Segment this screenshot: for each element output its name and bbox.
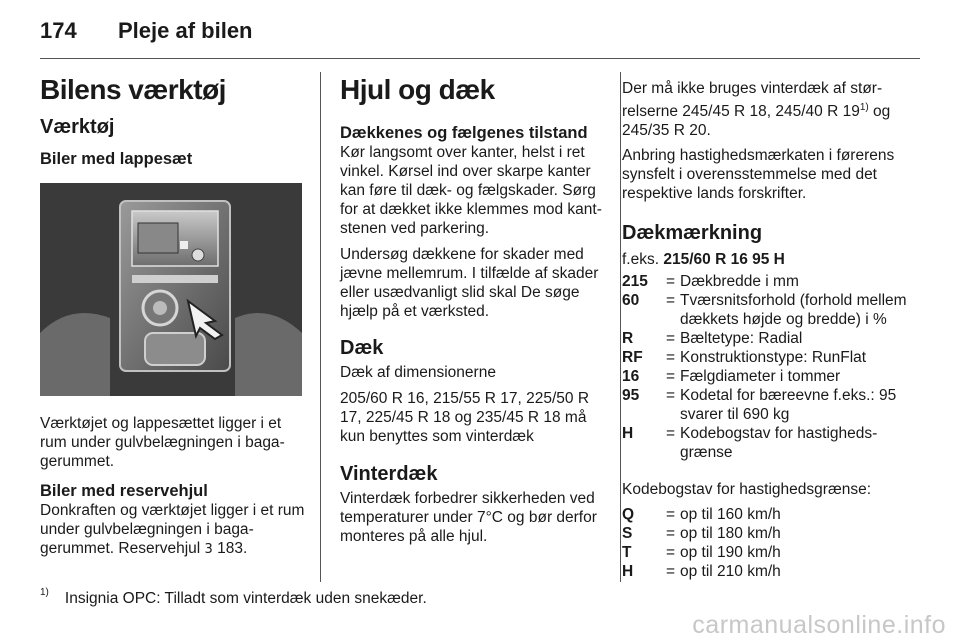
definition-equals: =: [666, 387, 676, 405]
tyres-paragraph-1: Dæk af dimensionerne: [340, 364, 496, 381]
spare-wheel-page-ref: 183.: [212, 540, 248, 557]
speed-sticker-paragraph: Anbring hastighedsmærkaten i førerens synsfelt i overensstemmelse med det respektive lands forskrifter.: [622, 147, 895, 203]
column-3: [622, 79, 914, 581]
speed-row: [622, 505, 914, 524]
column-2: [340, 74, 608, 546]
page-reference-arrow-icon: 3: [204, 542, 213, 557]
definition-value: Dækbredde i mm: [680, 273, 799, 291]
definition-row: [622, 272, 914, 291]
definition-row: [622, 367, 914, 386]
heading-winter-tyres: Vinterdæk: [340, 463, 438, 485]
definition-value: Kodebogstav for hastighedsgrænse: [680, 425, 878, 462]
page-header-title: Pleje af bilen: [118, 18, 253, 43]
speed-key: T: [622, 544, 632, 562]
example-value: 215/60 R 16 95 H: [663, 251, 785, 269]
footnote-marker: 1): [40, 587, 49, 598]
speed-value: op til 190 km/h: [680, 544, 781, 562]
speed-key: H: [622, 563, 634, 581]
footnote-ref: 1): [859, 102, 869, 113]
speed-value: op til 160 km/h: [680, 506, 781, 524]
definition-key: H: [622, 425, 634, 443]
tyre-condition-paragraph-2: Undersøg dækkene for skader med jævne mellemrum. I tilfælde af skader eller usædvanligt slid skal De søge hjælp på et værksted.: [340, 246, 599, 320]
section-heading-wheels-tyres: Hjul og dæk: [340, 74, 495, 105]
spare-wheel-text: Donkraften og værktøjet ligger i et rum under gulvbelægningen i bagagerummet. Reservehjul: [40, 502, 305, 557]
winter-sizes-paragraph: [622, 79, 914, 140]
speed-row: [622, 543, 914, 562]
definition-equals: =: [666, 273, 676, 291]
footnote-text: Insignia OPC: Tilladt som vinterdæk uden snekæder.: [64, 590, 427, 607]
definition-key: 95: [622, 387, 640, 405]
column-divider-1: [320, 72, 321, 582]
speed-equals: =: [666, 506, 676, 524]
definition-row: [622, 348, 914, 367]
header-rule: [40, 58, 920, 59]
definition-value: Fælgdiameter i tommer: [680, 368, 841, 386]
definition-equals: =: [666, 368, 676, 386]
column-1: [40, 74, 308, 559]
page-number: 174: [40, 18, 77, 43]
tyres-paragraph-2: 205/60 R 16, 215/55 R 17, 225/50 R 17, 225/45 R 18 og 235/45 R 18 må kun benyttes som vinterdæk: [340, 390, 590, 445]
definition-key: RF: [622, 349, 643, 367]
tyre-marking-definitions: [622, 272, 914, 462]
speed-value: op til 180 km/h: [680, 525, 781, 543]
column-divider-2: [620, 72, 621, 582]
heading-tyres: Dæk: [340, 337, 384, 359]
definition-value: Tværsnitsforhold (forhold mellem dækkets højde og bredde) i %: [680, 292, 907, 329]
speed-code-list: [622, 505, 914, 581]
trunk-toolkit-illustration: [40, 183, 302, 396]
winter-tyres-paragraph: Vinterdæk forbedrer sikkerheden ved temperaturer under 7°C og bør derfor monteres på alle hjul.: [340, 490, 597, 545]
heading-spare-wheel: Biler med reservehjul: [40, 482, 208, 500]
definition-value: Kodetal for bæreevne f.eks.: 95 svarer til 690 kg: [680, 387, 897, 424]
speed-key: S: [622, 525, 633, 543]
subheading-tools: Værktøj: [40, 116, 115, 138]
speed-equals: =: [666, 544, 676, 562]
definition-equals: =: [666, 425, 676, 443]
definition-equals: =: [666, 349, 676, 367]
definition-key: 215: [622, 273, 648, 291]
watermark: carmanualsonline.info: [692, 611, 946, 639]
speed-row: [622, 524, 914, 543]
speed-row: [622, 562, 914, 581]
heading-tyre-marking: Dækmærkning: [622, 222, 763, 245]
speed-equals: =: [666, 563, 676, 581]
speed-equals: =: [666, 525, 676, 543]
heading-repair-kit: Biler med lappesæt: [40, 150, 193, 168]
definition-value: Konstruktionstype: RunFlat: [680, 349, 867, 367]
speed-value: op til 210 km/h: [680, 563, 781, 581]
example-prefix: f.eks.: [622, 251, 664, 269]
winter-sizes-text-end: og 245/35 R 20.: [622, 103, 891, 140]
heading-tyre-condition: Dækkenes og fælgenes tilstand: [340, 124, 588, 142]
definition-key: R: [622, 330, 634, 348]
definition-key: 16: [622, 368, 640, 386]
section-heading-tools: Bilens værktøj: [40, 74, 226, 105]
speed-code-intro: Kodebogstav for hastighedsgrænse:: [622, 481, 872, 499]
footnote: [40, 587, 427, 608]
definition-equals: =: [666, 292, 676, 310]
definition-row: [622, 329, 914, 348]
definition-row: [622, 291, 914, 329]
repair-kit-paragraph: Værktøjet og lappesættet ligger i et rum under gulvbelægningen i bagagerummet.: [40, 415, 285, 470]
definition-key: 60: [622, 292, 640, 310]
tyre-marking-example: [622, 250, 914, 269]
spare-wheel-paragraph: [40, 501, 308, 559]
tyre-condition-paragraph-1: Kør langsomt over kanter, helst i ret vinkel. Kørsel ind over skarpe kanter kan føre til dæk- og fælgskader. Sørg for at dækket ikke klemmes mod kantstenen ved parkering.: [340, 144, 602, 237]
definition-equals: =: [666, 330, 676, 348]
speed-key: Q: [622, 506, 635, 524]
definition-row: [622, 424, 914, 462]
trunk-toolkit-drawing: [40, 183, 302, 396]
definition-row: [622, 386, 914, 424]
winter-sizes-text: Der må ikke bruges vinterdæk af størrelserne 245/45 R 18, 245/40 R 19: [622, 80, 883, 121]
definition-value: Bæltetype: Radial: [680, 330, 803, 348]
